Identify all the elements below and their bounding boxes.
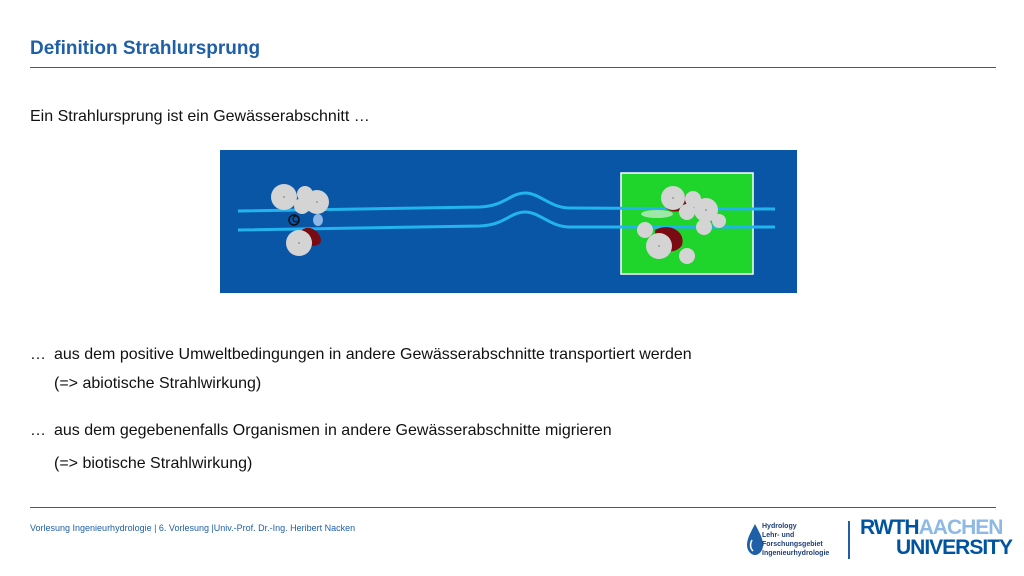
river-figure — [220, 150, 797, 293]
logo-separator — [848, 521, 850, 559]
bullet-2-text: aus dem gegebenenfalls Organismen in andere Gewässerabschnitte migrieren — [54, 422, 612, 439]
bullet-2 — [30, 422, 612, 440]
bullet-1-ellipsis: … — [30, 346, 46, 363]
hydrology-line-2: Lehr- und — [762, 532, 795, 539]
rwth-logo — [860, 516, 1013, 562]
bullet-1 — [30, 346, 692, 364]
bullet-2-note: (=> biotische Strahlwirkung) — [54, 455, 253, 472]
intro-text: Ein Strahlursprung ist ein Gewässerabschnitt … — [30, 108, 370, 125]
hydrology-line-3: Forschungsgebiet — [762, 541, 823, 548]
bullet-1-text: aus dem positive Umweltbedingungen in andere Gewässerabschnitte transportiert werden — [54, 346, 692, 363]
bullet-1-note: (=> abiotische Strahlwirkung) — [54, 375, 262, 392]
hydrology-line-4: Ingenieurhydrologie — [762, 550, 830, 557]
footer-text: Vorlesung Ingenieurhydrologie | 6. Vorlesung |Univ.-Prof. Dr.-Ing. Heribert Nacken — [30, 523, 356, 533]
rwth-logo-part1: RWTH — [860, 516, 919, 539]
rwth-logo-part2: AACHEN — [918, 516, 1003, 539]
rwth-logo-line2: UNIVERSITY — [896, 536, 1013, 559]
bullet-2-ellipsis: … — [30, 422, 46, 439]
footer-divider — [30, 507, 996, 508]
hydrology-logo-text — [762, 522, 829, 558]
slide-title: Definition Strahlursprung — [30, 38, 261, 59]
hydrology-line-1: Hydrology — [762, 523, 797, 530]
title-divider — [30, 67, 996, 68]
